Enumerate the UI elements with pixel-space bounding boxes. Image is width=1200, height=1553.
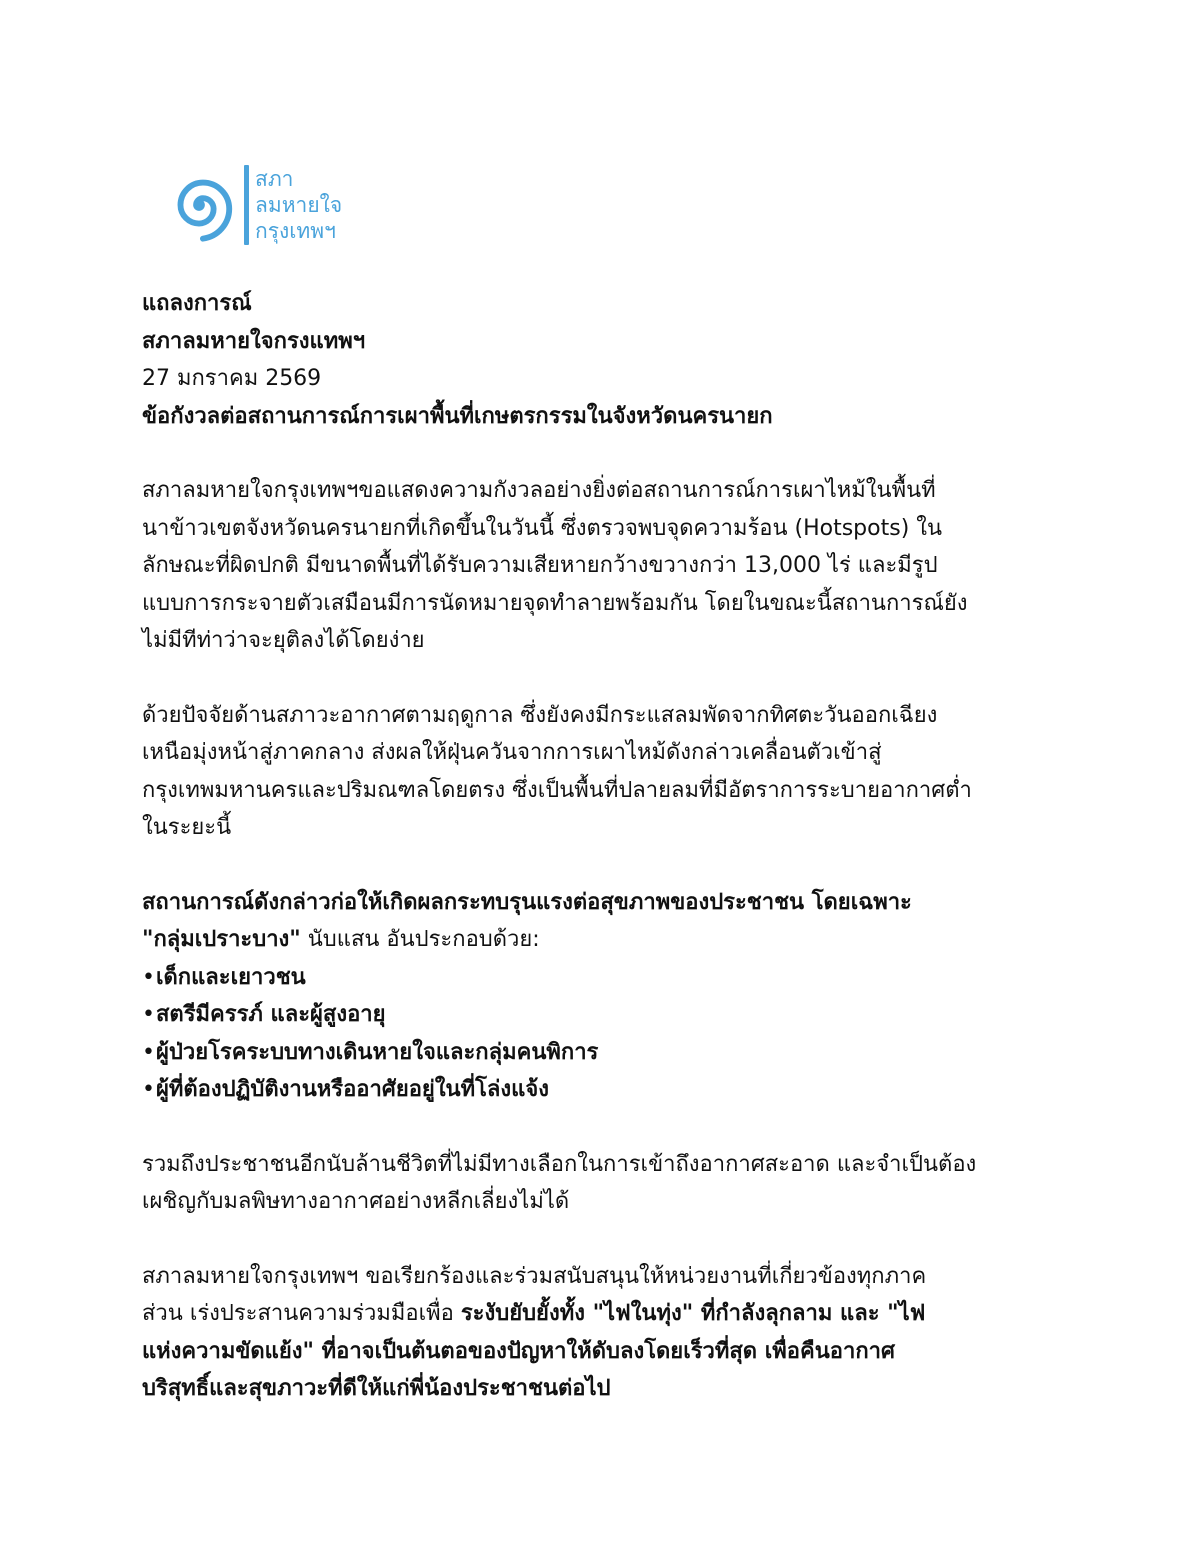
paragraph-line: แห่งความขัดแย้ง" ที่อาจเป็นต้นตอของปัญหาให้ดับลงโดยเร็วที่สุด เพื่อคืนอากาศ <box>142 1338 895 1364</box>
vulnerable-group-term: "กลุ่มเปราะบาง" <box>142 927 301 952</box>
paragraph-wider-impact <box>142 1146 1072 1221</box>
paragraph-vulnerable-groups <box>142 884 1072 1109</box>
call-to-action-emphasis: ระงับยับยั้งทั้ง "ไฟในทุ่ง" ที่กำลังลุกลาม และ "ไฟ <box>460 1301 926 1326</box>
bullet-icon: • <box>142 1077 155 1102</box>
logo-line-3: กรุงเทพฯ <box>255 219 336 243</box>
vulnerable-groups-list <box>142 959 1072 1109</box>
list-item <box>142 959 1072 997</box>
list-item <box>142 1071 1072 1109</box>
organization-logo <box>160 160 380 250</box>
paragraph-line: ด้วยปัจจัยด้านสภาวะอากาศตามฤดูกาล ซึ่งยังคงมีกระแสลมพัดจากทิศตะวันออกเฉียง <box>142 702 938 728</box>
spiral-logo-icon <box>160 166 238 244</box>
paragraph-line: แบบการกระจายตัวเสมือนมีการนัดหมายจุดทำลายพร้อมกัน โดยในขณะนี้สถานการณ์ยัง <box>142 590 968 616</box>
statement-header <box>142 285 1072 435</box>
paragraph-line: เหนือมุ่งหน้าสู่ภาคกลาง ส่งผลให้ฝุ่นควันจากการเผาไหม้ดังกล่าวเคลื่อนตัวเข้าสู่ <box>142 740 882 765</box>
paragraph-line: กรุงเทพมหานครและปริมณฑลโดยตรง ซึ่งเป็นพื้นที่ปลายลมที่มีอัตราการระบายอากาศต่ำ <box>142 777 972 803</box>
paragraph-line: ในระยะนี้ <box>142 815 232 840</box>
paragraph-line: สถานการณ์ดังกล่าวก่อให้เกิดผลกระทบรุนแรงต่อสุขภาพของประชาชน โดยเฉพาะ <box>142 889 912 915</box>
list-item <box>142 1034 1072 1072</box>
organization-name: สภาลมหายใจกรงแทพฯ <box>142 328 366 354</box>
paragraph-line: สภาลมหายใจกรุงเทพฯ ขอเรียกร้องและร่วมสนับสนุนให้หน่วยงานที่เกี่ยวข้องทุกภาค <box>142 1263 927 1289</box>
paragraph-line: รวมถึงประชาชนอีกนับล้านชีวิตที่ไม่มีทางเลือกในการเข้าถึงอากาศสะอาด และจำเป็นต้อง <box>142 1151 977 1177</box>
paragraph-line: ไม่มีทีท่าว่าจะยุติลงได้โดยง่าย <box>142 628 425 653</box>
paragraph-text: ส่วน เร่งประสานความร่วมมือเพื่อ <box>142 1301 461 1326</box>
document-type: แถลงการณ์ <box>142 291 252 316</box>
logo-divider <box>244 165 249 245</box>
list-item-text: ผู้ป่วยโรคระบบทางเดินหายใจและกลุ่มคนพิการ <box>156 1039 599 1065</box>
paragraph-call-to-action <box>142 1258 1072 1408</box>
bullet-icon: • <box>142 964 155 990</box>
statement-title: ข้อกังวลต่อสถานการณ์การเผาพื้นที่เกษตรกรรมในจังหวัดนครนายก <box>142 403 773 429</box>
logo-line-1: สภา <box>255 167 294 191</box>
list-item <box>142 996 1072 1034</box>
paragraph-weather <box>142 697 1072 847</box>
paragraph-line: เผชิญกับมลพิษทางอากาศอย่างหลีกเลี่ยงไม่ได้ <box>142 1189 570 1214</box>
paragraph-line <box>142 921 1072 959</box>
paragraph-text: นับแสน อันประกอบด้วย: <box>300 927 540 952</box>
paragraph-line: สภาลมหายใจกรุงเทพฯขอแสดงความกังวลอย่างยิ่งต่อสถานการณ์การเผาไหม้ในพื้นที่ <box>142 478 936 503</box>
statement-body <box>142 285 1072 1445</box>
bullet-icon: • <box>142 1039 155 1065</box>
list-item-text: เด็กและเยาวชน <box>156 964 306 990</box>
paragraph-line: นาข้าวเขตจังหวัดนครนายกที่เกิดขึ้นในวันนี้ ซึ่งตรวจพบจุดความร้อน (Hotspots) ใน <box>142 515 943 541</box>
paragraph-line: บริสุทธิ์และสุขภาวะที่ดีให้แก่พี่น้องประชาชนต่อไป <box>142 1376 611 1401</box>
paragraph-line: ลักษณะที่ผิดปกติ มีขนาดพื้นที่ได้รับความเสียหายกว้างขวางกว่า 13,000 ไร่ และมีรูป <box>142 553 938 578</box>
bullet-icon: • <box>142 1002 155 1027</box>
paragraph-situation <box>142 472 1072 660</box>
paragraph-line <box>142 1295 1072 1333</box>
statement-date: 27 มกราคม 2569 <box>142 366 322 391</box>
logo-wordmark <box>255 166 342 244</box>
logo-line-2: ลมหายใจ <box>255 193 343 217</box>
list-item-text: สตรีมีครรภ์ และผู้สูงอายุ <box>156 1002 386 1027</box>
list-item-text: ผู้ที่ต้องปฏิบัติงานหรืออาศัยอยู่ในที่โล่งแจ้ง <box>156 1077 549 1102</box>
